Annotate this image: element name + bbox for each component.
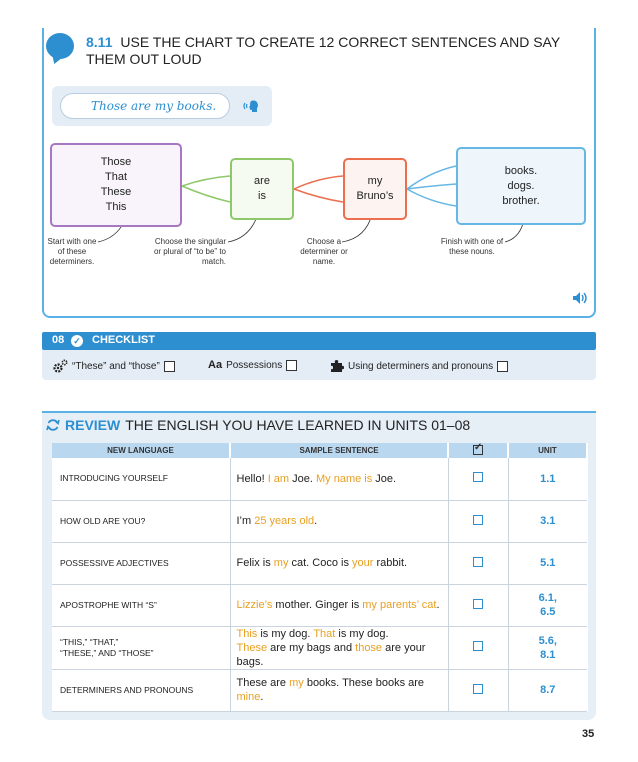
checklist-label: Using determiners and pronouns (348, 360, 494, 372)
checklist-item (330, 359, 508, 373)
new-language-cell (52, 458, 230, 500)
box-word: Bruno’s (356, 190, 394, 202)
sentence-line (237, 598, 448, 612)
table-row (52, 542, 587, 584)
checkbox[interactable] (164, 361, 175, 372)
checklist-title: CHECKLIST (92, 334, 155, 346)
table-row (52, 500, 587, 542)
exercise-title (86, 34, 566, 68)
sample-sentence-cell (230, 626, 448, 669)
box-word: dogs. (507, 179, 535, 192)
box-word: That (104, 171, 127, 183)
sentence-text: . (314, 515, 318, 527)
speech-bubble-icon (46, 33, 74, 59)
sample-sentence-cell (230, 500, 448, 542)
check-cell (448, 500, 508, 542)
sample-sentence-cell (230, 542, 448, 584)
unit-cell (508, 458, 587, 500)
unit-number: 6.1, (538, 592, 557, 604)
highlight-text: those (355, 641, 383, 654)
unit-number: 3.1 (540, 515, 556, 527)
highlight-text: I am (267, 472, 290, 485)
refresh-icon (46, 418, 60, 432)
sentence-text: is my dog. (335, 627, 389, 640)
table-row (52, 458, 587, 500)
box-word: These (100, 186, 132, 198)
check-cell (448, 669, 508, 711)
language-line: “THESE,” AND “THOSE” (60, 647, 154, 658)
sentence-text: are my bags and (267, 641, 356, 654)
sample-sentence-cell (230, 669, 448, 711)
box-word: This (105, 201, 127, 213)
sentence-line (237, 676, 448, 704)
sentence-text: cat. Coco is (288, 557, 353, 569)
table-row (52, 584, 587, 626)
checkbox-ticked-icon (473, 445, 483, 455)
checklist-items (42, 350, 596, 380)
exercise-instruction: USE THE CHART TO CREATE 12 CORRECT SENTENCES AND SAY THEM OUT LOUD (86, 34, 560, 67)
language-line: POSSESSIVE ADJECTIVES (60, 557, 169, 568)
checklist-label: “These” and “those” (72, 360, 160, 372)
sentence-text: Hello! (236, 472, 268, 485)
unit-number: 8.1 (540, 648, 556, 661)
unit-number: 1.1 (540, 472, 556, 485)
highlight-text: my (273, 557, 289, 569)
verb-box (230, 158, 294, 220)
noun-box (456, 147, 586, 225)
checkbox[interactable] (473, 599, 483, 609)
check-cell (448, 542, 508, 584)
table-row (52, 626, 587, 669)
checkbox[interactable] (473, 472, 483, 482)
sentence-line (237, 627, 448, 641)
sentence-text: . (260, 691, 264, 703)
speaking-head-icon (242, 98, 260, 114)
note-determiners: Start with one of these determiners. (47, 237, 97, 266)
checkbox[interactable] (286, 360, 297, 371)
new-language-cell (52, 626, 230, 669)
highlight-text: This (236, 627, 258, 640)
checklist-number: 08 (52, 334, 65, 346)
audio-icon[interactable] (571, 290, 589, 306)
new-language-cell (52, 500, 230, 542)
checklist-header (42, 332, 596, 350)
checkbox[interactable] (497, 361, 508, 372)
highlight-text: Lizzie’s (236, 599, 273, 611)
table-row (52, 669, 587, 711)
header-language: NEW LANGUAGE (52, 443, 230, 458)
sentence-text: mother. Ginger is (272, 599, 363, 611)
example-sentence: Those are my books. (60, 93, 230, 119)
example-panel (52, 86, 272, 126)
header-check (448, 443, 508, 458)
language-line: “THIS,” “THAT,” (60, 636, 119, 647)
note-determiner-name: Choose a determiner or name. (300, 237, 348, 266)
determiner-box (50, 143, 182, 227)
review-title-bold: REVIEW (65, 417, 121, 433)
puzzle-icon (330, 359, 344, 373)
box-word: brother. (502, 194, 540, 207)
sentence-text: Joe. (372, 472, 397, 485)
note-to-be: Choose the singular or plural of “to be” to match. (153, 237, 226, 266)
language-line: INTRODUCING YOURSELF (60, 473, 168, 484)
sentence-text: I’m (236, 515, 255, 527)
page-number: 35 (582, 728, 595, 740)
review-title (46, 417, 470, 433)
checklist-label: Possessions (226, 359, 283, 371)
checkbox[interactable] (473, 557, 483, 567)
unit-number: 6.5 (540, 606, 556, 618)
unit-number: 5.1 (540, 557, 556, 569)
possessive-box (343, 158, 407, 220)
sentence-text: . (436, 599, 440, 611)
unit-number: 5.6, (538, 634, 557, 647)
highlight-text: My name is (316, 472, 373, 485)
sentence-text: is my dog. (257, 627, 314, 640)
checkbox[interactable] (473, 641, 483, 651)
unit-cell (508, 626, 587, 669)
review-table (52, 443, 588, 712)
highlight-text: That (313, 627, 336, 640)
highlight-text: my (289, 677, 304, 689)
highlight-text: mine (236, 691, 261, 703)
exercise-number: 8.11 (86, 34, 113, 50)
sentence-line (237, 556, 448, 570)
check-cell (448, 584, 508, 626)
sentence-text: Joe. (289, 472, 316, 485)
header-unit: UNIT (508, 443, 587, 458)
sentence-text: These are (236, 677, 290, 689)
sentence-text: are your bags. (236, 641, 426, 668)
check-cell (448, 626, 508, 669)
note-nouns: Finish with one of these nouns. (440, 237, 504, 256)
sentence-line (237, 472, 448, 486)
checkbox[interactable] (473, 515, 483, 525)
box-word: is (258, 190, 266, 202)
unit-cell (508, 584, 587, 626)
checklist-item (208, 359, 297, 371)
highlight-text: my parents’ cat (362, 599, 437, 611)
language-line: APOSTROPHE WITH “S” (60, 599, 157, 610)
unit-number: 8.7 (540, 684, 556, 696)
unit-cell (508, 542, 587, 584)
unit-cell (508, 500, 587, 542)
box-word: Those (100, 156, 132, 168)
language-line: DETERMINERS AND PRONOUNS (60, 684, 194, 695)
sentence-text: rabbit. (373, 557, 408, 569)
language-line: HOW OLD ARE YOU? (60, 515, 146, 526)
highlight-text: These (236, 641, 268, 654)
box-word: are (254, 175, 270, 187)
sentence-text: Felix is (236, 557, 274, 569)
box-word: my (367, 175, 383, 187)
sentence-text: books. These books are (303, 677, 425, 689)
gears-icon (52, 359, 68, 373)
sentence-line (237, 641, 448, 669)
sample-sentence-cell (230, 458, 448, 500)
new-language-cell (52, 584, 230, 626)
sample-sentence-cell (230, 584, 448, 626)
checklist-item (52, 359, 175, 373)
new-language-cell (52, 669, 230, 711)
highlight-text: 25 years old (254, 515, 315, 527)
header-sentence: SAMPLE SENTENCE (230, 443, 448, 458)
check-circle-icon: ✓ (71, 335, 83, 347)
highlight-text: your (352, 557, 374, 569)
aa-icon: Aa (208, 359, 223, 371)
checkbox[interactable] (473, 684, 483, 694)
new-language-cell (52, 542, 230, 584)
review-title-rest: THE ENGLISH YOU HAVE LEARNED IN UNITS 01–08 (125, 417, 471, 433)
unit-cell (508, 669, 587, 711)
check-cell (448, 458, 508, 500)
box-word: books. (504, 164, 538, 177)
sentence-line (237, 514, 448, 528)
